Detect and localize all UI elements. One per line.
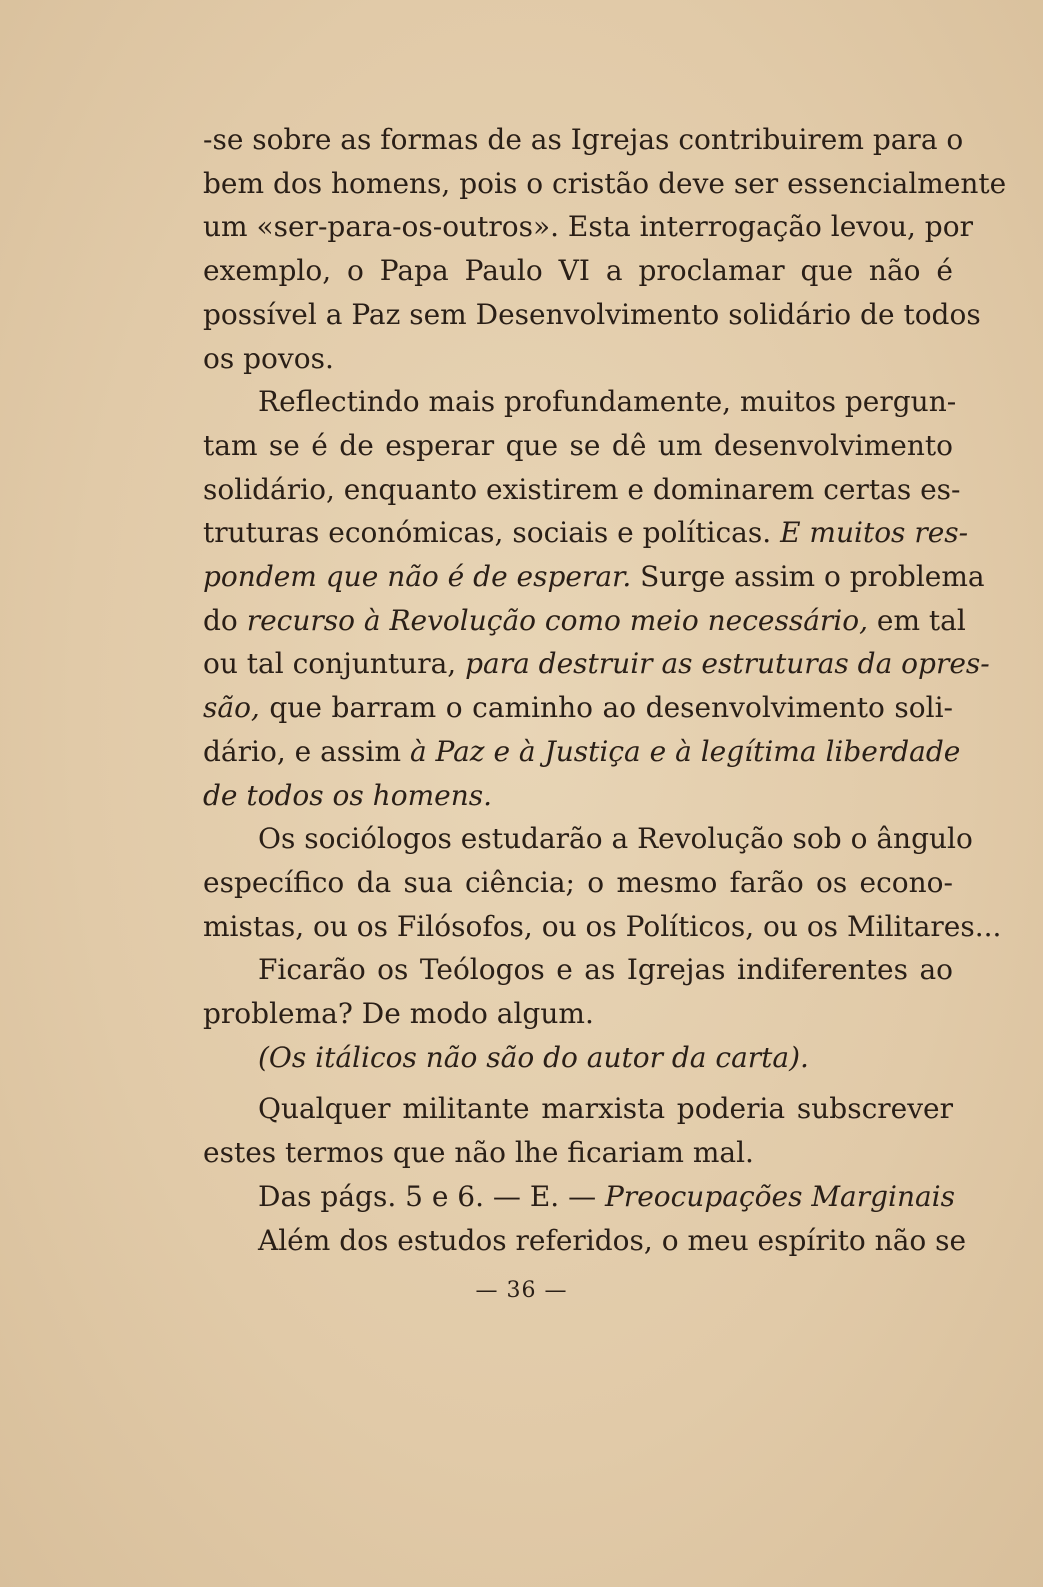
text-segment: específico da sua ciência; o mesmo farão os econo- — [203, 865, 953, 899]
text-segment: Reflectindo mais profundamente, muitos pergun- — [258, 385, 957, 419]
italic-text-segment: E muitos res- — [780, 516, 969, 550]
text-line — [203, 992, 953, 1036]
text-line — [203, 905, 1002, 949]
text-line — [203, 468, 961, 512]
text-line — [258, 1175, 956, 1219]
italic-text-segment: de todos os homens. — [203, 778, 492, 812]
text-line — [203, 555, 985, 599]
text-segment: possível a Paz sem Desenvolvimento solidário de todos — [203, 297, 981, 331]
text-segment: ou tal conjuntura, — [203, 647, 466, 681]
italic-text-segment: à Paz e à Justiça e à legítima liberdade — [409, 734, 961, 768]
text-line — [203, 162, 1007, 206]
text-segment: Qualquer militante marxista poderia subscrever — [258, 1092, 953, 1126]
text-line — [203, 293, 981, 337]
text-segment: exemplo, o Papa Paulo VI a proclamar que não é — [203, 254, 953, 288]
text-line — [203, 774, 953, 818]
italic-text-segment: são, — [203, 691, 260, 725]
text-segment: um «ser-para-os-outros». Esta interrogação levou, por — [203, 210, 973, 244]
text-line — [203, 118, 964, 162]
text-segment: os povos. — [203, 341, 334, 375]
text-segment: -se sobre as formas de as Igrejas contribuirem para o — [203, 123, 964, 156]
text-segment: problema? De modo algum. — [203, 997, 594, 1030]
text-line — [203, 642, 990, 686]
text-segment: que barram o caminho ao desenvolvimento soli- — [259, 691, 953, 725]
text-line — [203, 730, 961, 774]
page-number: — 36 — — [475, 1278, 568, 1303]
text-line — [203, 337, 953, 381]
text-line — [258, 1087, 953, 1131]
text-segment: Ficarão os Teólogos e as Igrejas indiferentes ao — [258, 953, 953, 987]
text-segment: do — [203, 603, 247, 637]
text-segment: Além dos estudos referidos, o meu espírito não se — [258, 1223, 967, 1257]
text-segment: Das págs. 5 e 6. — E. — — [258, 1179, 605, 1213]
text-line — [203, 511, 969, 555]
text-line — [258, 948, 953, 992]
text-line — [203, 861, 953, 905]
text-segment: mistas, ou os Filósofos, ou os Políticos, ou os Militares... — [203, 909, 1002, 943]
text-segment: tam se é de esperar que se dê um desenvolvimento — [203, 428, 953, 462]
text-segment: bem dos homens, pois o cristão deve ser essencialmente — [203, 166, 1007, 200]
italic-text-segment: pondem que não é de esperar. — [203, 560, 632, 593]
text-segment: estes termos que não lhe ficariam mal. — [203, 1136, 754, 1170]
text-line — [203, 1131, 953, 1175]
text-line — [203, 686, 953, 730]
text-line — [258, 380, 957, 424]
text-line — [203, 249, 953, 293]
text-line — [258, 817, 973, 861]
text-segment: Surge assim o problema — [631, 560, 985, 593]
text-line — [203, 599, 966, 643]
text-segment: truturas económicas, sociais e políticas. — [203, 516, 781, 550]
text-segment: em tal — [867, 603, 966, 637]
text-line — [203, 205, 973, 249]
italic-text-segment: (Os itálicos não são do autor da carta). — [258, 1040, 809, 1074]
text-segment: dário, e assim — [203, 734, 410, 768]
text-segment: Os sociólogos estudarão a Revolução sob o ângulo — [258, 822, 973, 856]
italic-text-segment: Preocupações Marginais — [604, 1179, 956, 1213]
text-line — [258, 1219, 967, 1263]
italic-text-segment: recurso à Revolução como meio necessário, — [246, 603, 868, 637]
italic-text-segment: para destruir as estruturas da opres- — [465, 647, 990, 681]
text-line — [203, 424, 953, 468]
text-line — [258, 1036, 953, 1080]
text-segment: solidário, enquanto existirem e dominarem certas es- — [203, 472, 961, 506]
